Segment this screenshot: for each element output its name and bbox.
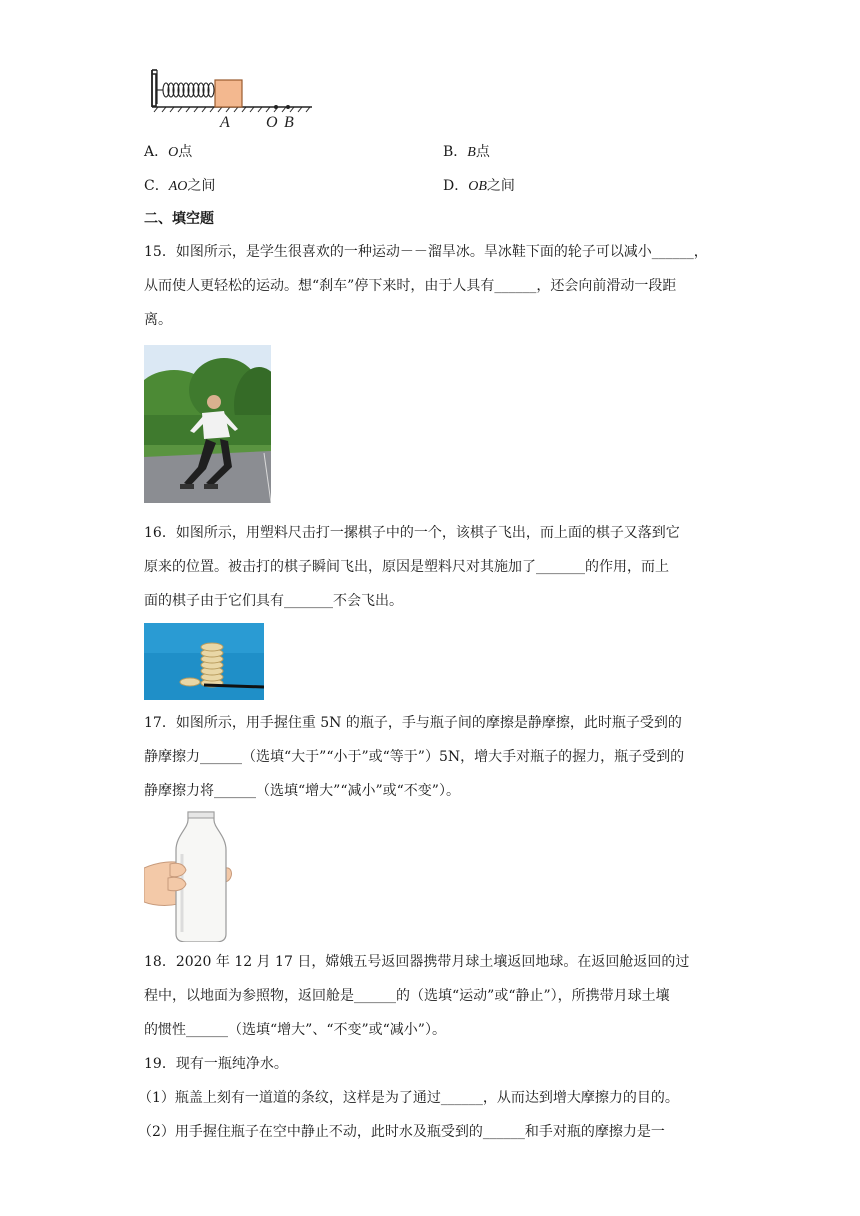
q19-line-3: （2）用手握住瓶子在空中静止不动，此时水及瓶受到的______和手对瓶的摩擦力是一 xyxy=(138,1124,665,1140)
q15-line-2: 从而使人更轻松的运动。想“刹车”停下来时，由于人具有______，还会向前滑动一段距 xyxy=(144,278,677,294)
label-b: B xyxy=(284,114,294,131)
q15-line-1: 15．如图所示，是学生很喜欢的一种运动－－溜旱冰。旱冰鞋下面的轮子可以减小______， xyxy=(144,244,708,260)
question-19 xyxy=(138,1047,679,1149)
hand-holding-bottle xyxy=(144,810,234,942)
spring xyxy=(157,83,214,97)
q19-line-1: 19．现有一瓶纯净水。 xyxy=(144,1056,288,1072)
question-15 xyxy=(144,235,708,337)
label-o: O xyxy=(266,114,278,131)
option-a[interactable]: A．O点 xyxy=(144,144,193,160)
q17-line-3: 静摩擦力将______（选填“增大”“减小”或“不变”）。 xyxy=(144,783,460,799)
section-title: 二、填空题 xyxy=(144,211,214,227)
question-18 xyxy=(144,945,689,1047)
q16-line-2: 原来的位置。被击打的棋子瞬间飞出，原因是塑料尺对其施加了_______的作用，而上 xyxy=(144,559,669,575)
q16-line-1: 16．如图所示，用塑料尺击打一摞棋子中的一个，该棋子飞出，而上面的棋子又落到它 xyxy=(144,525,680,541)
block xyxy=(215,80,242,107)
q17-line-2: 静摩擦力______（选填“大于”“小于”或“等于”）5N，增大手对瓶子的握力，瓶子受到的 xyxy=(144,749,685,765)
q18-line-1: 18．2020 年 12 月 17 日，嫦娥五号返回器携带月球土壤返回地球。在返回舱返回的过 xyxy=(144,954,690,970)
option-d[interactable]: D．OB之间 xyxy=(443,178,515,194)
roller-skater-photo xyxy=(144,345,271,503)
question-16 xyxy=(144,516,680,618)
spring-block-figure xyxy=(144,66,320,132)
q17-line-1: 17．如图所示，用手握住重 5N 的瓶子，手与瓶子间的摩擦是静摩擦，此时瓶子受到的 xyxy=(144,715,682,731)
q18-line-3: 的惯性______（选填“增大”、“不变”或“减小”）。 xyxy=(144,1022,446,1038)
option-c[interactable]: C．AO之间 xyxy=(144,178,216,194)
label-a: A xyxy=(220,114,230,131)
checker-stack-photo xyxy=(144,623,264,700)
q18-line-2: 程中，以地面为参照物，返回舱是______的（选填“运动”或“静止”），所携带月球土壤 xyxy=(144,988,670,1004)
point-o-dot xyxy=(274,105,278,109)
point-b-dot xyxy=(286,105,290,109)
q19-line-2: （1）瓶盖上刻有一道道的条纹，这样是为了通过______，从而达到增大摩擦力的目的。 xyxy=(138,1090,679,1106)
q15-line-3: 离。 xyxy=(144,312,172,328)
option-b[interactable]: B．B点 xyxy=(443,144,490,160)
question-17 xyxy=(144,706,684,808)
q16-line-3: 面的棋子由于它们具有_______不会飞出。 xyxy=(144,593,403,609)
